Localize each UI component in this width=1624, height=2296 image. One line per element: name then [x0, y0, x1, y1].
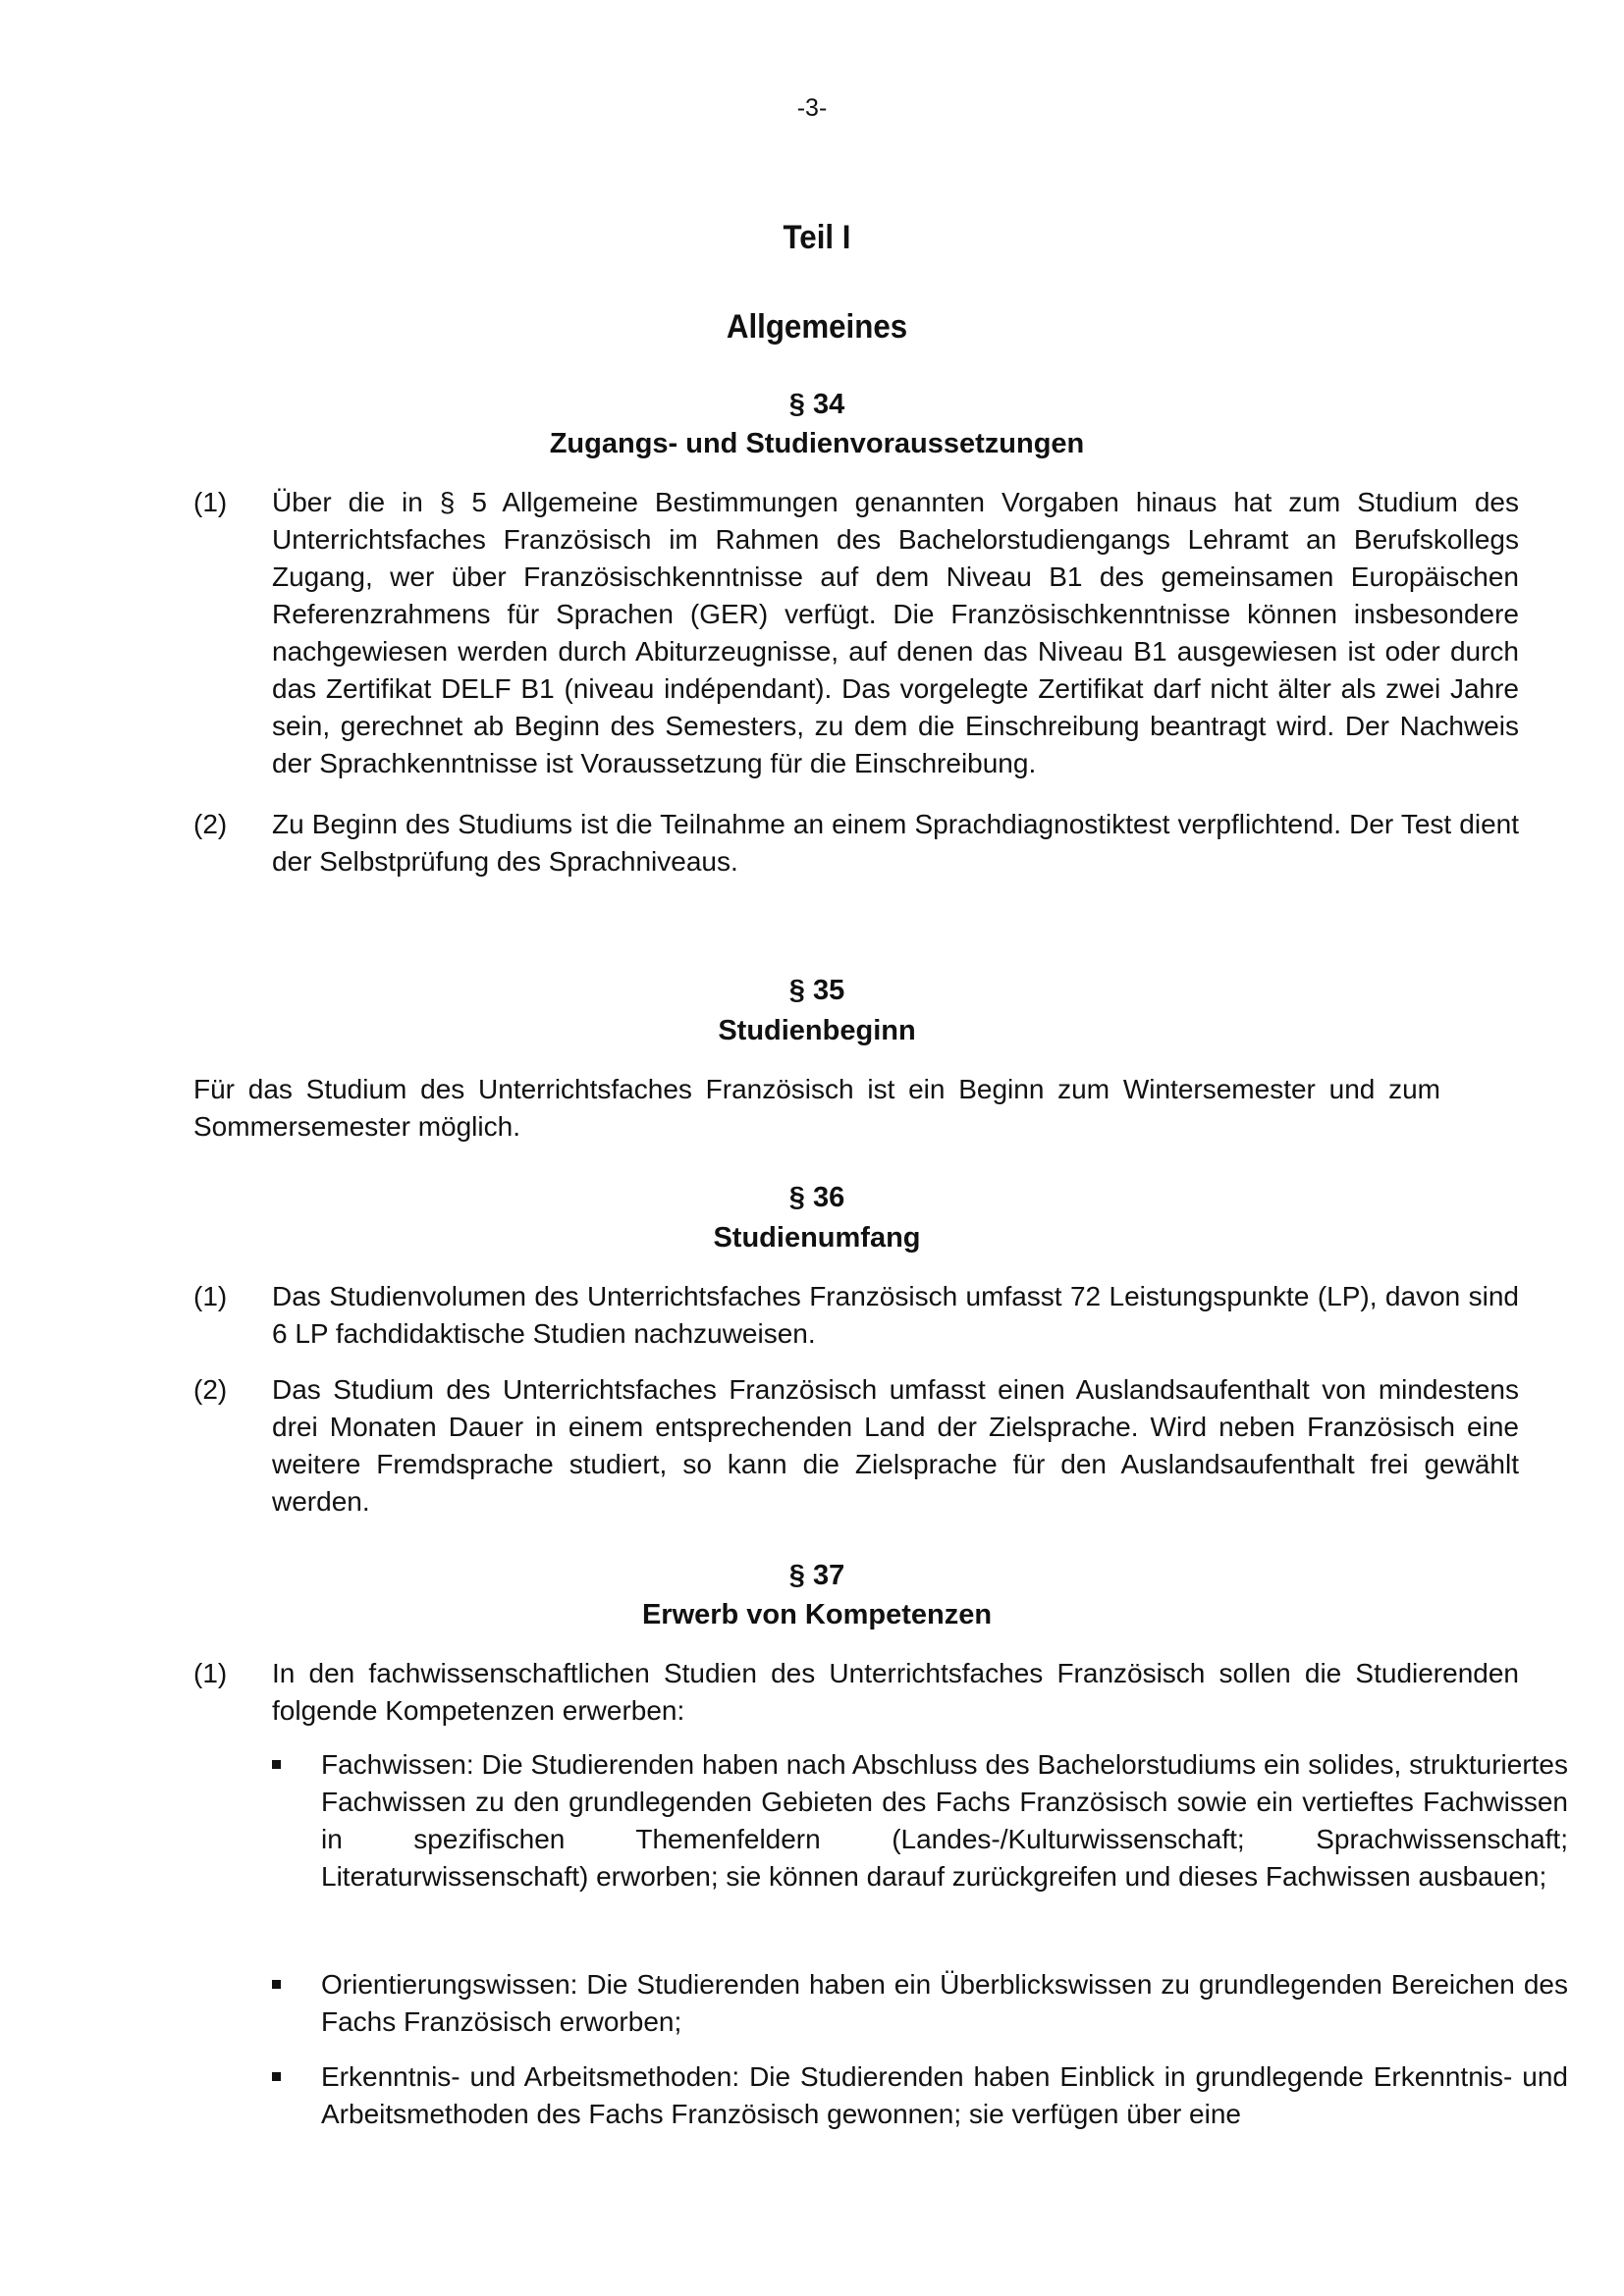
- paragraph: [193, 806, 1519, 881]
- paragraph-number: (2): [193, 1374, 228, 1405]
- paragraph: [193, 484, 1519, 782]
- list-item: [193, 2058, 1568, 2133]
- list-item: [193, 1746, 1568, 1896]
- paragraph: [193, 1371, 1519, 1521]
- section-number: § 36: [788, 1182, 845, 1213]
- paragraph-text: Das Studienvolumen des Unterrichtsfaches Französisch umfasst 72 Leistungspunkte (LP), davon sind 6 LP fachdidaktische Studien nachzuweisen.: [272, 1281, 1519, 1349]
- bullet-marker: [272, 1760, 281, 1769]
- paragraph-text: Zu Beginn des Studiums ist die Teilnahme an einem Sprachdiagnostiktest verpflichtend. Der Test dient der Selbstprüfung des Sprachniveaus.: [272, 809, 1519, 877]
- part-subtitle: Allgemeines: [726, 308, 908, 346]
- section-title: Studienbeginn: [718, 1015, 916, 1046]
- paragraph-number: (2): [193, 809, 228, 839]
- section-title: Studienumfang: [713, 1222, 921, 1254]
- section-title: Erwerb von Kompetenzen: [641, 1599, 993, 1630]
- section-title: Zugangs- und Studienvoraussetzungen: [549, 428, 1085, 459]
- paragraph-number: (1): [193, 1658, 228, 1688]
- bullet-marker: [272, 2072, 281, 2081]
- page-number: -3-: [796, 94, 828, 122]
- section-text: Für das Studium des Unterrichtsfaches Französisch ist ein Beginn zum Wintersemester und zum Sommersemester möglich.: [193, 1074, 1440, 1142]
- section-number: § 37: [788, 1560, 845, 1591]
- paragraph-text: In den fachwissenschaftlichen Studien des Unterrichtsfaches Französisch sollen die Studierenden folgende Kompetenzen erwerben:: [272, 1658, 1519, 1726]
- paragraph: [193, 1655, 1519, 1730]
- paragraph-number: (1): [193, 1281, 228, 1311]
- paragraph-text: Das Studium des Unterrichtsfaches Französisch umfasst einen Auslandsaufenthalt von mindestens drei Monaten Dauer in einem entsprechenden Land der Zielsprache. Wird neben Französisch eine weitere Fremdsprache studiert, so kann die Zielsprache für den Auslandsaufenthalt frei gewählt werden.: [272, 1374, 1519, 1517]
- list-item-text: Fachwissen: Die Studierenden haben nach Abschluss des Bachelorstudiums ein solides, strukturiertes Fachwissen zu den grundlegenden Gebieten des Fachs Französisch sowie ein vertieftes Fachwissen in spezifischen Themenfeldern (Landes-/Kulturwissenschaft; Sprachwissenschaft; Literaturwissenschaft) erworben; sie können darauf zurückgreifen und dieses Fachwissen ausbauen;: [321, 1749, 1568, 1892]
- bullet-marker: [272, 1980, 281, 1989]
- list-item: [193, 1966, 1568, 2041]
- paragraph: [193, 1278, 1519, 1353]
- section-number: § 34: [788, 389, 845, 420]
- section-number: § 35: [788, 975, 845, 1006]
- list-item-text: Orientierungswissen: Die Studierenden haben ein Überblickswissen zu grundlegenden Bereichen des Fachs Französisch erworben;: [321, 1969, 1568, 2037]
- list-item-text: Erkenntnis- und Arbeitsmethoden: Die Studierenden haben Einblick in grundlegende Erkenntnis- und Arbeitsmethoden des Fachs Französisch gewonnen; sie verfügen über eine: [321, 2061, 1568, 2129]
- paragraph-text: Über die in § 5 Allgemeine Bestimmungen genannten Vorgaben hinaus hat zum Studium des Unterrichtsfaches Französisch im Rahmen des Bachelorstudiengangs Lehramt an Berufskollegs Zugang, wer über Französischkenntnisse auf dem Niveau B1 des gemeinsamen Europäischen Referenzrahmens für Sprachen (GER) verfügt. Die Französischkenntnisse können insbesondere nachgewiesen werden durch Abiturzeugnisse, auf denen das Niveau B1 ausgewiesen ist oder durch das Zertifikat DELF B1 (niveau indépendant). Das vorgelegte Zertifikat darf nicht älter als zwei Jahre sein, gerechnet ab Beginn des Semesters, zu dem die Einschreibung beantragt wird. Der Nachweis der Sprachkenntnisse ist Voraussetzung für die Einschreibung.: [272, 487, 1519, 778]
- part-title: Teil I: [783, 219, 851, 256]
- paragraph-number: (1): [193, 487, 228, 517]
